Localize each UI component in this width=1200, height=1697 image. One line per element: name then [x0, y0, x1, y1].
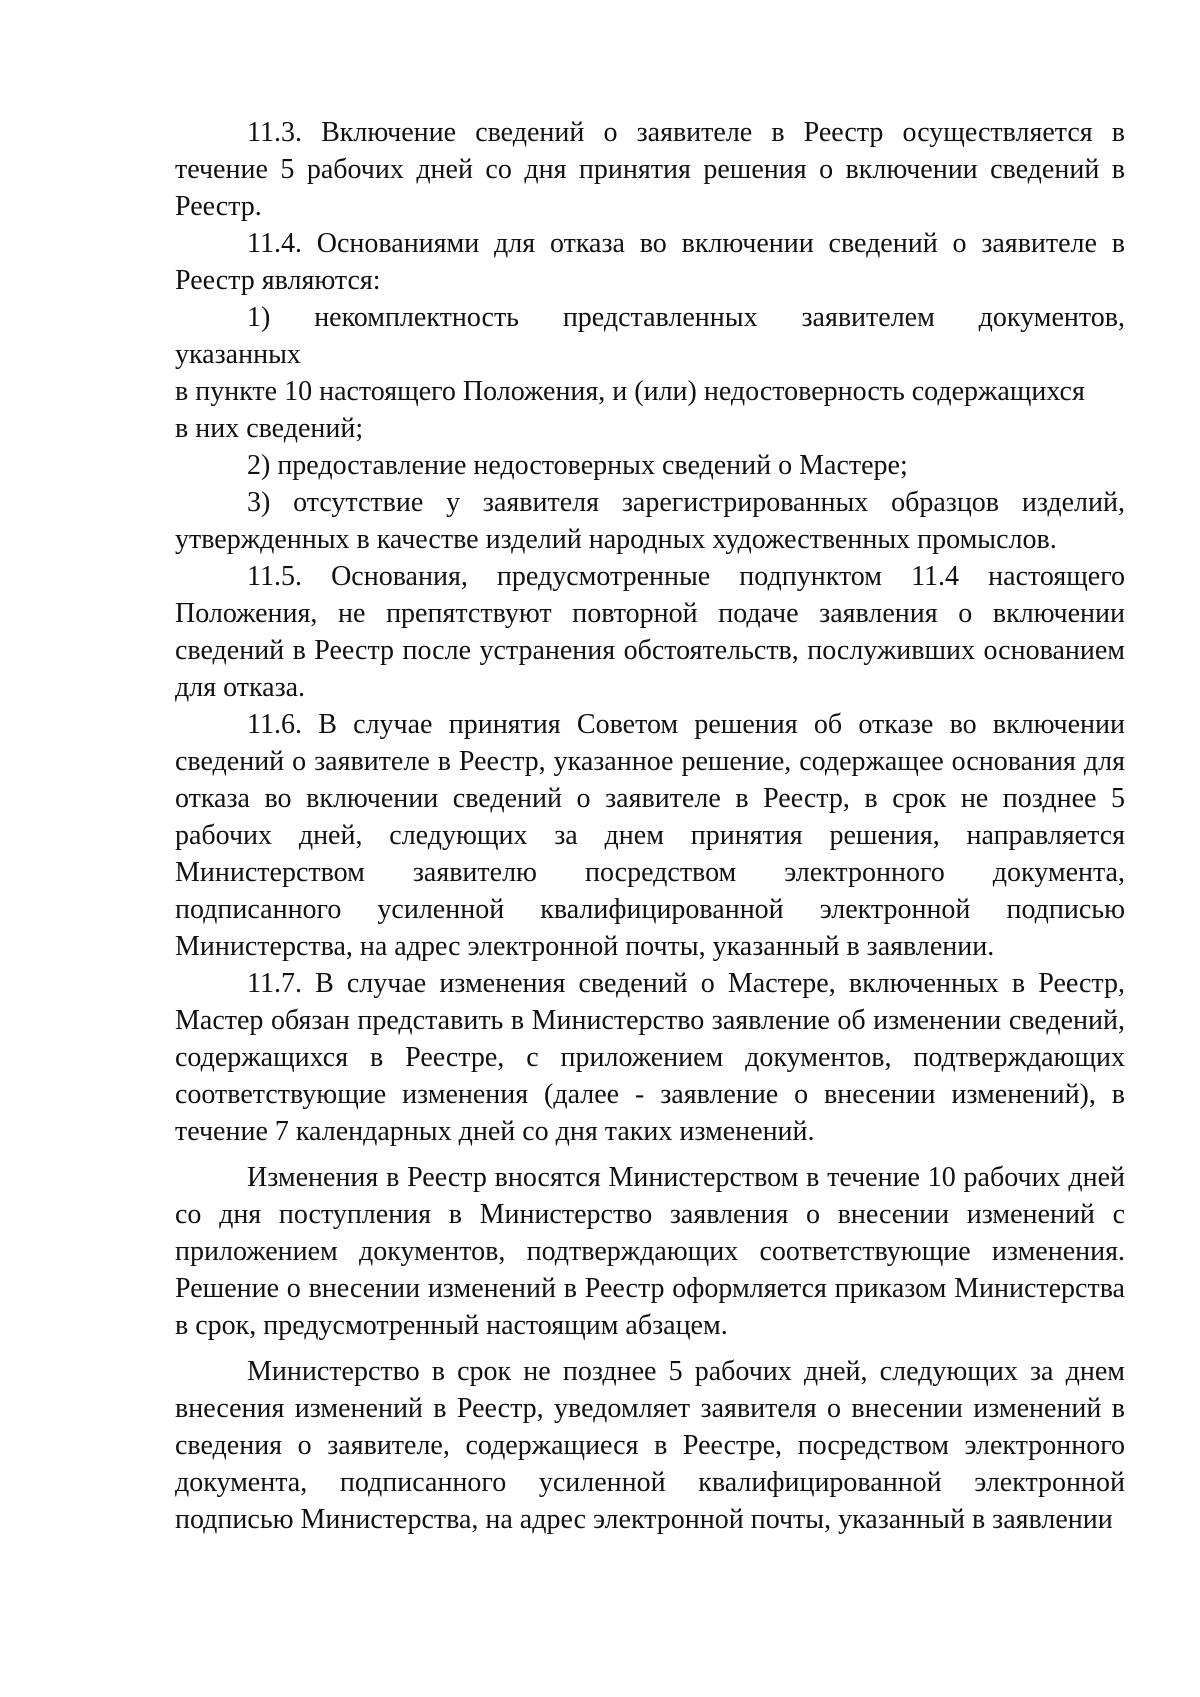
paragraph-11-3: 11.3. Включение сведений о заявителе в Реестр осуществляется в течение 5 рабочих дней со дня принятия решения о включении сведений в Реестр. [175, 117, 1125, 222]
paragraph-11-4-item-2: 2) предоставление недостоверных сведений о Мастере; [247, 450, 908, 481]
text-line: указанных [175, 339, 301, 370]
paragraph-11-4-item-3: 3) отсутствие у заявителя зарегистрированных образцов изделий, утвержденных в качестве изделий народных художественных промыслов. [175, 487, 1125, 555]
paragraph-11-4: 11.4. Основаниями для отказа во включении сведений о заявителе в Реестр являются: [175, 228, 1125, 296]
paragraph-11-5: 11.5. Основания, предусмотренные подпунктом 11.4 настоящего Положения, не препятствуют повторной подаче заявления о включении сведений в Реестр после устранения обстоятельств, послуживших основанием для отказа. [175, 561, 1125, 703]
text-line: в них сведений; [175, 413, 364, 444]
text-line: в пункте 10 настоящего Положения, и (или) недостоверность содержащихся [175, 376, 1085, 407]
paragraph-11-7-notification: Министерство в срок не позднее 5 рабочих дней, следующих за днем внесения изменений в Реестр, уведомляет заявителя о внесении изменений в сведения о заявителе, содержащиеся в Реестре, посредством электронного документа, подписанного усиленной квалифицированной электронной подписью Министерства, на адрес электронной почты, указанный в заявлении [175, 1356, 1125, 1535]
paragraph-11-6: 11.6. В случае принятия Советом решения об отказе во включении сведений о заявителе в Реестр, указанное решение, содержащее основания для отказа во включении сведений о заявителе в Реестр, в срок не позднее 5 рабочих дней, следующих за днем принятия решения, направляется Министерством заявителю посредством электронного документа, подписанного усиленной квалифицированной электронной подписью Министерства, на адрес электронной почты, указанный в заявлении. [175, 709, 1125, 962]
text-line: 1) некомплектность представленных заявителем документов, [247, 302, 1125, 333]
paragraph-11-7: 11.7. В случае изменения сведений о Мастере, включенных в Реестр, Мастер обязан представить в Министерство заявление об изменении сведений, содержащихся в Реестре, с приложением документов, подтверждающих соответствующие изменения (далее - заявление о внесении изменений), в течение 7 календарных дней со дня таких изменений. [175, 968, 1125, 1147]
document-page [175, 114, 1125, 1538]
paragraph-11-4-item-1 [175, 299, 1125, 447]
paragraph-11-7-changes: Изменения в Реестр вносятся Министерством в течение 10 рабочих дней со дня поступления в Министерство заявления о внесении изменений с приложением документов, подтверждающих соответствующие изменения. Решение о внесении изменений в Реестр оформляется приказом Министерства в срок, предусмотренный настоящим абзацем. [175, 1162, 1125, 1341]
